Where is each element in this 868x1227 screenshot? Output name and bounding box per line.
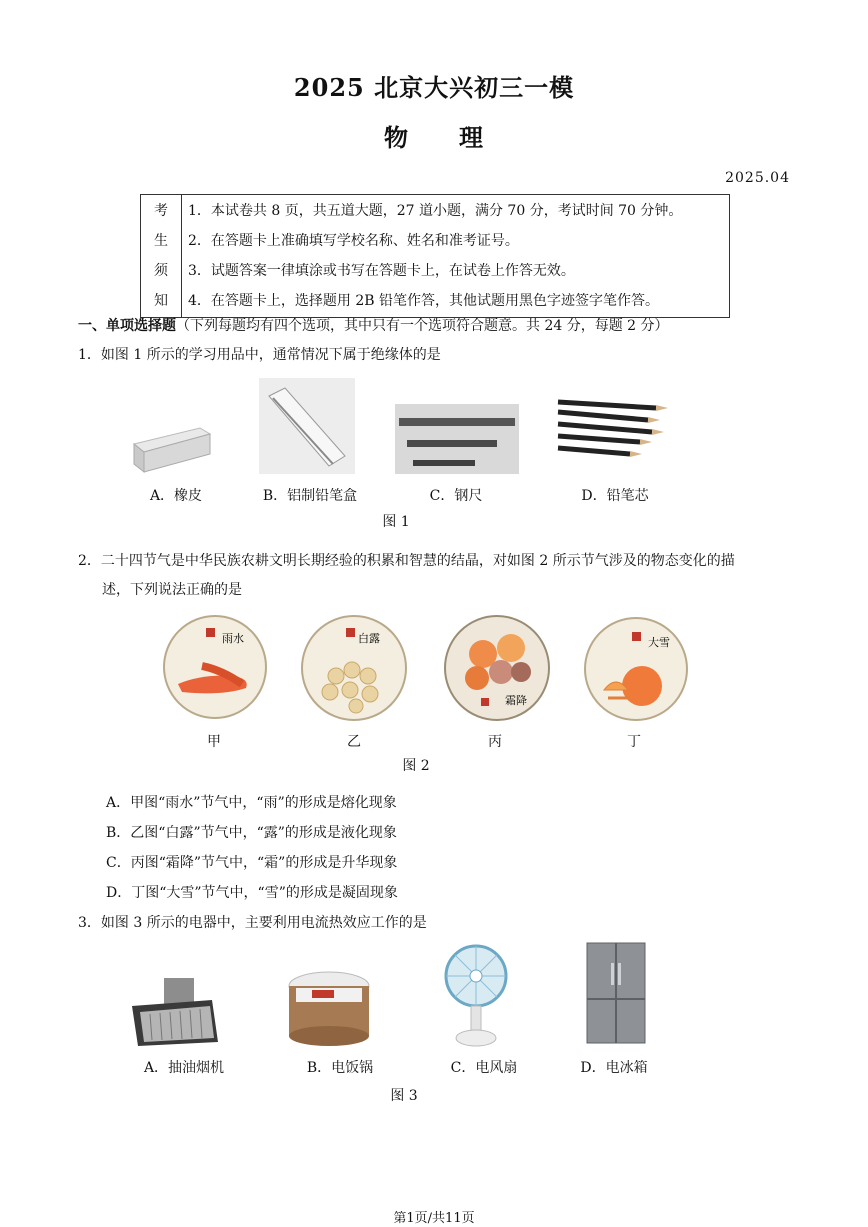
notice-side-char: 知 — [154, 293, 168, 309]
major-snow-illustration — [582, 616, 690, 722]
q2-label-yi: 乙 — [347, 734, 361, 750]
q1-option-b: B．铝制铅笔盒 — [262, 488, 358, 504]
electric-fan-image — [440, 944, 512, 1048]
question-1-stem: 1．如图 1 所示的学习用品中，通常情况下属于绝缘体的是 — [78, 347, 441, 363]
notice-side-char: 考 — [154, 203, 168, 219]
q3-option-c: C．电风扇 — [450, 1060, 518, 1076]
refrigerator-image — [585, 941, 647, 1045]
term-mark-daxue: 大雪 — [648, 636, 670, 649]
q2-label-jia: 甲 — [207, 734, 221, 750]
notice-side-label — [141, 195, 182, 318]
page-number: 第1页/共11页 — [393, 1211, 475, 1226]
steel-ruler-image — [395, 404, 519, 474]
exam-date: 2025.04 — [725, 170, 790, 186]
figure-2-caption: 图 2 — [402, 758, 430, 774]
q1-option-a: A．橡皮 — [149, 488, 203, 504]
notice-item: 1．本试卷共 8 页，共五道大题，27 道小题，满分 70 分，考试时间 70 分钟。 — [188, 203, 683, 219]
q2-option-d: D．丁图“大雪”节气中，“雪”的形成是凝固现象 — [106, 885, 398, 901]
rain-water-illustration — [162, 614, 268, 720]
q2-option-c: C．丙图“霜降”节气中，“霜”的形成是升华现象 — [106, 855, 398, 871]
notice-item: 3．试题答案一律填涂或书写在答题卡上，在试卷上作答无效。 — [188, 263, 575, 279]
eraser-image — [130, 424, 212, 474]
notice-side-char: 生 — [154, 233, 168, 249]
section-title: 一、单项选择题 — [78, 318, 176, 334]
range-hood-image — [128, 976, 220, 1048]
q3-option-d: D．电冰箱 — [580, 1060, 648, 1076]
exam-title: 2025 北京大兴初三一模 — [293, 73, 575, 102]
rice-cooker-image — [284, 966, 374, 1048]
q2-option-b: B．乙图“白露”节气中，“露”的形成是液化现象 — [106, 825, 397, 841]
figure-1-caption: 图 1 — [382, 514, 410, 530]
section-heading — [78, 316, 669, 336]
question-2-stem-line1: 2．二十四节气是中华民族农耕文明长期经验的积累和智慧的结晶，对如图 2 所示节气涉及的物态变化的描 — [78, 553, 735, 569]
notice-item: 2．在答题卡上准确填写学校名称、姓名和准考证号。 — [188, 233, 519, 249]
question-2-stem-line2: 述，下列说法正确的是 — [102, 582, 242, 598]
term-mark-shuangjiang: 霜降 — [505, 694, 527, 707]
q2-label-bing: 丙 — [488, 734, 502, 750]
q1-option-c: C．钢尺 — [429, 488, 483, 504]
q3-option-b: B．电饭锅 — [306, 1060, 374, 1076]
subject-title: 物 理 — [384, 123, 484, 152]
notice-item: 4．在答题卡上，选择题用 2B 铅笔作答，其他试题用黑色字迹签字笔作答。 — [188, 293, 660, 309]
term-mark-bailu: 白露 — [358, 632, 380, 645]
notice-items — [182, 195, 730, 318]
q3-option-a: A．抽油烟机 — [143, 1060, 225, 1076]
notice-side-char: 须 — [154, 263, 168, 279]
q1-option-d: D．铅笔芯 — [581, 488, 649, 504]
white-dew-illustration — [300, 614, 408, 722]
q2-label-ding: 丁 — [627, 734, 641, 750]
section-note: （下列每题均有四个选项，其中只有一个选项符合题意。共 24 分，每题 2 分） — [176, 318, 669, 334]
pencil-lead-image — [556, 398, 676, 464]
frost-descent-illustration — [443, 614, 551, 722]
question-3-stem: 3．如图 3 所示的电器中，主要利用电流热效应工作的是 — [78, 915, 427, 931]
notice-table — [140, 194, 730, 318]
figure-3-caption: 图 3 — [390, 1088, 418, 1104]
term-mark-yushui: 雨水 — [222, 632, 244, 645]
q2-option-a: A．甲图“雨水”节气中，“雨”的形成是熔化现象 — [106, 795, 397, 811]
pencil-case-image — [259, 378, 355, 474]
